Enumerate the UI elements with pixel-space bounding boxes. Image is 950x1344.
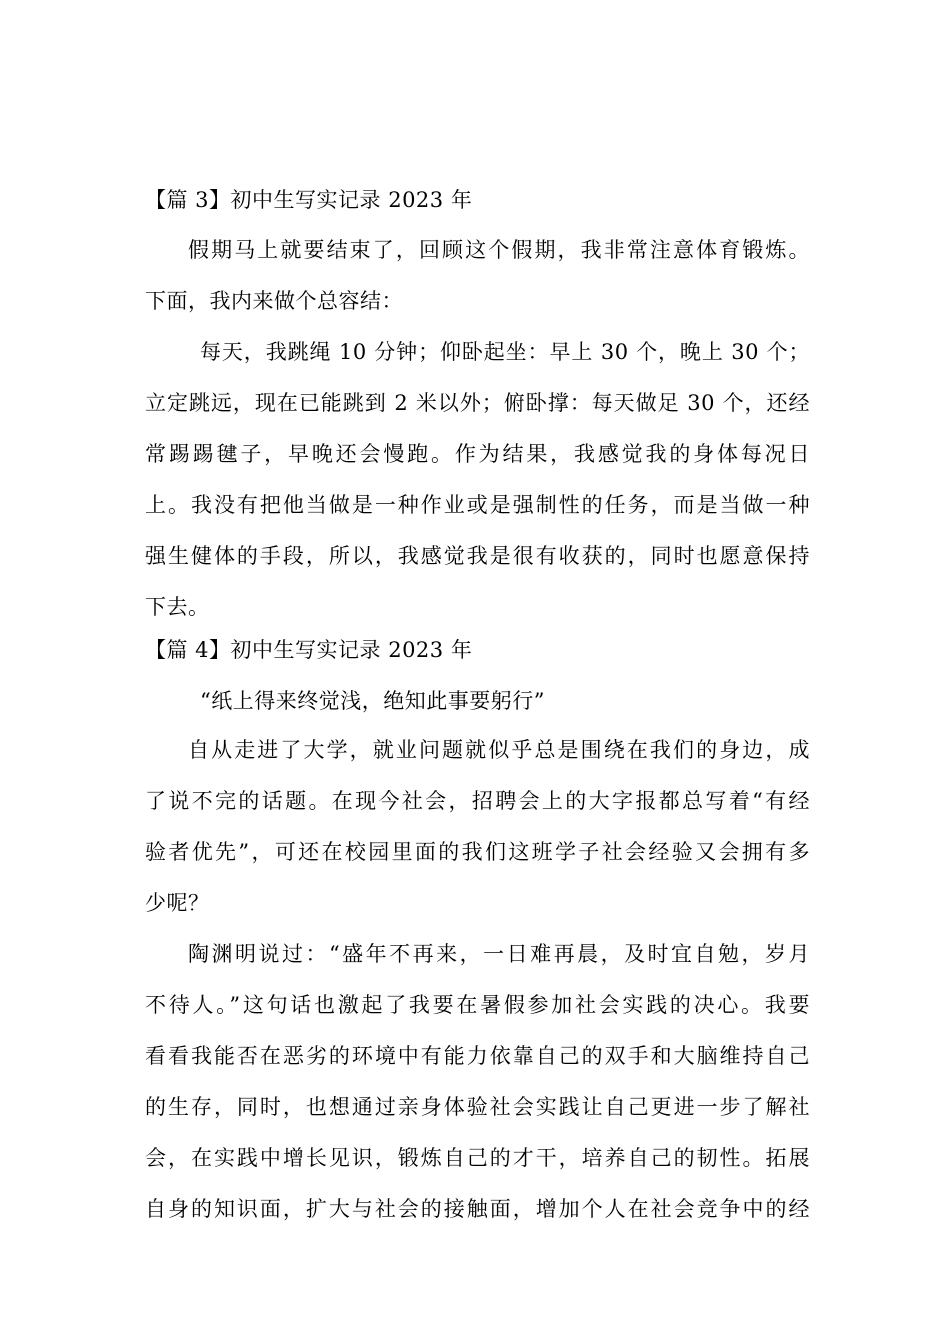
paragraph-line: 不待人。”这句话也激起了我要在暑假参加社会实践的决心。我要 bbox=[145, 993, 810, 1017]
paragraph-line: 自从走进了大学，就业问题就似乎总是围绕在我们的身边，成 bbox=[188, 738, 810, 762]
paragraph-line: 的生存，同时，也想通过亲身体验社会实践让自己更进一步了解社 bbox=[145, 1095, 810, 1119]
paragraph-line: 下去。 bbox=[145, 595, 210, 619]
section-4-quote: “纸上得来终觉浅，绝知此事要躬行” bbox=[200, 689, 545, 713]
paragraph-line: 自身的知识面，扩大与社会的接触面，增加个人在社会竞争中的经 bbox=[145, 1197, 810, 1221]
paragraph-line: 看看我能否在恶劣的环境中有能力依靠自己的双手和大脑维持自己 bbox=[145, 1044, 810, 1068]
section-4-heading: 【篇 4】初中生写实记录 2023 年 bbox=[145, 638, 473, 662]
paragraph-line: 假期马上就要结束了，回顾这个假期，我非常注意体育锻炼。 bbox=[188, 238, 810, 262]
paragraph-line: 强生健体的手段，所以，我感觉我是很有收获的，同时也愿意保持 bbox=[145, 544, 810, 568]
paragraph-line: 下面，我内来做个总容结： bbox=[145, 289, 403, 313]
paragraph-line: 常踢踢毽子，早晚还会慢跑。作为结果，我感觉我的身体每况日 bbox=[145, 442, 810, 466]
paragraph-line: 少呢？ bbox=[145, 891, 210, 915]
paragraph-line: 立定跳远，现在已能跳到 2 米以外；俯卧撑：每天做足 30 个，还经 bbox=[145, 391, 810, 415]
paragraph-line: 验者优先”，可还在校园里面的我们这班学子社会经验又会拥有多 bbox=[145, 840, 810, 864]
paragraph-line: 每天，我跳绳 10 分钟；仰卧起坐：早上 30 个，晚上 30 个； bbox=[200, 340, 810, 364]
paragraph-line: 陶渊明说过：“盛年不再来，一日难再晨，及时宜自勉，岁月 bbox=[188, 942, 810, 966]
paragraph-line: 上。我没有把他当做是一种作业或是强制性的任务，而是当做一种 bbox=[145, 493, 810, 517]
paragraph-line: 会，在实践中增长见识，锻炼自己的才干，培养自己的韧性。拓展 bbox=[145, 1146, 810, 1170]
section-3-heading: 【篇 3】初中生写实记录 2023 年 bbox=[145, 188, 473, 212]
paragraph-line: 了说不完的话题。在现今社会，招聘会上的大字报都总写着“有经 bbox=[145, 789, 810, 813]
